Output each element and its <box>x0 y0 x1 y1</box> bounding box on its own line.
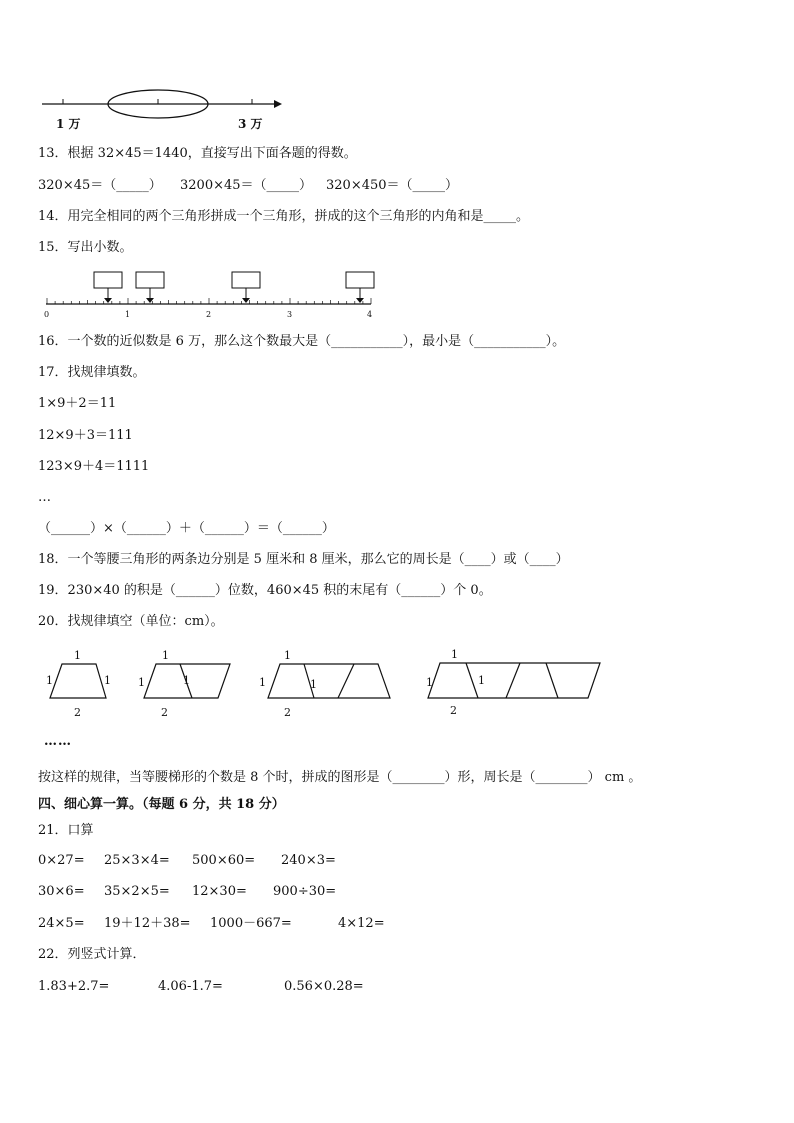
figure-4 <box>428 663 600 698</box>
tick-label-1: 1 <box>125 310 131 319</box>
tick-label-0: 0 <box>44 310 50 319</box>
fig4-top: 1 <box>451 648 458 661</box>
tick-label-4: 4 <box>367 310 373 319</box>
q21-r1-c2: 25×3×4= <box>104 853 170 868</box>
q17-blank: （______）×（______）＋（______）＝（______） <box>38 521 335 536</box>
q21-r3-c3: 1000－667= <box>210 916 292 931</box>
q21-r2-c1: 30×6= <box>38 884 85 899</box>
fig3-mid: 1 <box>310 678 317 691</box>
q21-r1-c3: 500×60= <box>192 853 256 868</box>
minor-ticks <box>47 298 371 304</box>
q13-item-3: 320×450＝（_____） <box>326 178 459 193</box>
q17-line-3: 123×9＋4＝1111 <box>38 459 150 474</box>
answer-box-4 <box>346 272 374 288</box>
figure-3 <box>268 664 390 698</box>
fig2-top: 1 <box>162 649 169 662</box>
q17-title: 17．找规律填数。 <box>38 365 146 380</box>
q22-item-2: 4.06-1.7= <box>158 979 223 994</box>
fig4-mid: 1 <box>478 674 485 687</box>
answer-box-2 <box>136 272 164 288</box>
tick-label-2: 2 <box>206 310 212 319</box>
tick-label-3: 3 <box>287 310 293 319</box>
q21-r1-c4: 240×3= <box>281 853 336 868</box>
q20-ellipsis: …… <box>44 734 72 749</box>
fig1-top: 1 <box>74 649 81 662</box>
decimal-number-line <box>38 268 383 320</box>
trapezoid-figures <box>38 644 608 724</box>
fig4-side: 1 <box>426 676 433 689</box>
fig2-mid: 1 <box>183 674 190 687</box>
q21-r2-c4: 900÷30= <box>273 884 337 899</box>
q16-text: 16．一个数的近似数是 6 万，那么这个数最大是（___________），最小是（___________）。 <box>38 334 566 349</box>
q13-item-1: 320×45＝（_____） <box>38 178 162 193</box>
q21-r3-c2: 19＋12＋38= <box>104 916 191 931</box>
q13-item-2: 3200×45＝（_____） <box>180 178 313 193</box>
q19-text: 19．230×40 的积是（______）位数，460×45 积的末尾有（______）个 0。 <box>38 583 492 598</box>
fig3-top: 1 <box>284 649 291 662</box>
figure-1 <box>50 664 106 698</box>
fig3-side: 1 <box>259 676 266 689</box>
q21-r2-c3: 12×30= <box>192 884 247 899</box>
fig1-side: 1 <box>46 674 53 687</box>
q14-text: 14．用完全相同的两个三角形拼成一个三角形，拼成的这个三角形的内角和是_____。 <box>38 209 530 224</box>
q20-title: 20．找规律填空（单位：cm）。 <box>38 614 224 629</box>
q22-item-3: 0.56×0.28= <box>284 979 364 994</box>
q13-title: 13．根据 32×45＝1440，直接写出下面各题的得数。 <box>38 146 357 161</box>
q17-line-2: 12×9＋3＝111 <box>38 428 133 443</box>
q21-r3-c1: 24×5= <box>38 916 85 931</box>
section4-title: 四、细心算一算。（每题 6 分，共 18 分） <box>38 797 285 812</box>
fig2-side: 1 <box>138 676 145 689</box>
fig2-bottom: 2 <box>161 706 168 719</box>
q21-r2-c2: 35×2×5= <box>104 884 170 899</box>
q17-line-1: 1×9＋2＝11 <box>38 396 117 411</box>
left-label: 1 万 <box>56 117 81 131</box>
q21-r3-c4: 4×12= <box>338 916 385 931</box>
fig1-bottom: 2 <box>74 706 81 719</box>
answer-box-3 <box>232 272 260 288</box>
top-number-line <box>38 84 288 134</box>
q18-text: 18．一个等腰三角形的两条边分别是 5 厘米和 8 厘米，那么它的周长是（____）或（____） <box>38 552 569 567</box>
fig1-side-right: 1 <box>104 674 111 687</box>
q15-title: 15．写出小数。 <box>38 240 133 255</box>
q20-text: 按这样的规律，当等腰梯形的个数是 8 个时，拼成的图形是（________）形，周长是（________） cm 。 <box>38 770 642 785</box>
q22-title: 22．列竖式计算． <box>38 947 146 962</box>
answer-box-1 <box>94 272 122 288</box>
fig3-bottom: 2 <box>284 706 291 719</box>
fig4-bottom: 2 <box>450 704 457 717</box>
right-label: 3 万 <box>238 117 263 131</box>
q21-title: 21．口算 <box>38 823 94 838</box>
q21-r1-c1: 0×27= <box>38 853 85 868</box>
q22-item-1: 1.83+2.7= <box>38 979 110 994</box>
q17-ellipsis: … <box>38 490 51 505</box>
